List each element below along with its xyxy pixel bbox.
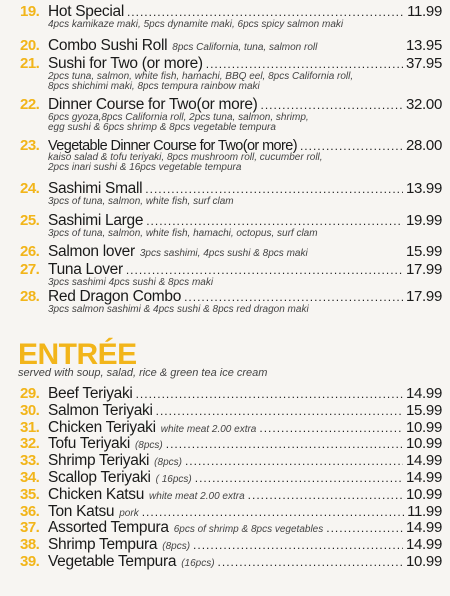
menu-item [20, 519, 442, 537]
item-description: 3pcs of tuna, salmon, white fish, surf clam [48, 196, 234, 207]
menu-item [20, 402, 442, 420]
dot-leader [218, 555, 403, 569]
item-number: 28. [20, 288, 40, 305]
item-number: 39. [20, 553, 40, 570]
menu-item [20, 553, 442, 571]
item-name: Chicken Katsu [48, 486, 145, 503]
item-name: Tuna Lover [48, 261, 123, 278]
dot-leader [166, 437, 403, 451]
menu-item-row [20, 385, 442, 403]
item-inline-description: (8pcs) [134, 440, 163, 451]
menu-item-row [20, 452, 442, 470]
menu-item [20, 261, 442, 289]
menu-item-row [20, 519, 442, 537]
menu-item-row [20, 37, 442, 55]
item-price: 14.99 [405, 469, 442, 486]
item-number: 20. [20, 37, 40, 54]
item-number: 37. [20, 519, 40, 536]
item-inline-description: ( 16pcs) [155, 474, 192, 485]
menu-item-row [20, 243, 442, 261]
dot-leader [193, 538, 403, 552]
item-description: 8pcs shichimi maki, 8pcs tempura rainbow maki [48, 80, 260, 92]
item-description: 2pcs tuna, salmon, white fish, hamachi, BBQ eel, 8pcs California roll, [48, 71, 354, 82]
item-name: Beef Teriyaki [48, 385, 133, 402]
item-number: 19. [20, 3, 40, 20]
menu-item [20, 435, 442, 453]
item-inline-description: white meat 2.00 extra [149, 491, 245, 502]
item-name: Sushi for Two (or more) [48, 55, 203, 72]
dot-leader [145, 182, 403, 196]
item-inline-description: (16pcs) [181, 558, 215, 569]
item-inline-description: (8pcs) [154, 457, 182, 468]
item-price: 10.99 [405, 486, 442, 503]
item-description: 3pcs salmon sashimi & 4pcs sushi & 8pcs red dragon maki [48, 304, 309, 315]
item-number: 29. [20, 385, 40, 402]
section-title-entree: ENTRÉE [18, 338, 137, 371]
item-price: 14.99 [405, 385, 442, 402]
menu-item-row [20, 435, 442, 453]
item-description: kaiso salad & tofu teriyaki, 8pcs mushroom roll, cucumber roll, [48, 152, 323, 163]
menu-item [20, 469, 442, 487]
menu-item [20, 486, 442, 504]
item-price: 13.95 [405, 37, 442, 54]
item-price: 15.99 [405, 243, 442, 260]
item-inline-description: white meat 2.00 extra [160, 424, 257, 435]
menu-item [20, 452, 442, 470]
dot-leader [156, 404, 403, 418]
menu-item [20, 212, 442, 240]
item-name: Scallop Teriyaki [48, 469, 151, 486]
item-price: 10.99 [405, 435, 442, 452]
item-number: 24. [20, 180, 40, 197]
item-name: Combo Sushi Roll [48, 37, 168, 54]
dot-leader [136, 387, 403, 401]
dot-leader [126, 263, 403, 277]
menu-item-row [20, 469, 442, 487]
item-name: Salmon Teriyaki [48, 402, 153, 419]
item-price: 10.99 [405, 553, 442, 570]
menu-item [20, 3, 442, 31]
item-name: Shrimp Teriyaki [48, 452, 150, 469]
dot-leader [142, 505, 404, 519]
item-number: 22. [20, 96, 40, 113]
item-number: 21. [20, 55, 40, 72]
item-name: Red Dragon Combo [48, 288, 182, 305]
menu-item-row [20, 486, 442, 504]
item-name: Sashimi Large [48, 212, 144, 229]
dot-leader [185, 454, 403, 468]
dot-leader [184, 290, 403, 304]
dot-leader [146, 214, 403, 228]
item-price: 37.95 [405, 55, 442, 72]
menu-item [20, 180, 442, 208]
dot-leader [127, 5, 404, 19]
item-price: 10.99 [405, 419, 442, 436]
dot-leader [206, 57, 403, 71]
item-name: Chicken Teriyaki [48, 419, 156, 436]
dot-leader [261, 98, 403, 112]
item-name: Vegetable Dinner Course for Two(or more) [48, 138, 297, 154]
item-price: 13.99 [405, 180, 442, 197]
item-inline-description: 3pcs sashimi, 4pcs sushi & 8pcs maki [139, 248, 308, 259]
item-number: 31. [20, 419, 40, 436]
item-description: 4pcs kamikaze maki, 5pcs dynamite maki, 6pcs spicy salmon maki [48, 19, 344, 30]
item-name: Hot Special [48, 3, 124, 20]
item-price: 32.00 [405, 96, 442, 113]
menu-item-row [20, 553, 442, 571]
menu-item-row [20, 536, 442, 554]
menu-item [20, 536, 442, 554]
item-number: 26. [20, 243, 40, 260]
menu-item [20, 96, 442, 133]
item-number: 34. [20, 469, 40, 486]
item-name: Vegetable Tempura [48, 553, 177, 570]
menu-item [20, 385, 442, 403]
menu-item [20, 55, 442, 92]
item-price: 14.99 [405, 452, 442, 469]
item-inline-description: 6pcs of shrimp & 8pcs vegetables [173, 524, 324, 535]
item-price: 14.99 [405, 519, 442, 536]
item-name: Sashimi Small [48, 180, 143, 197]
item-number: 35. [20, 486, 40, 503]
item-number: 38. [20, 536, 40, 553]
item-description: 3pcs of tuna, salmon, white fish, hamachi, octopus, surf clam [48, 228, 318, 239]
menu-item [20, 137, 442, 173]
item-name: Tofu Teriyaki [48, 435, 130, 452]
item-price: 17.99 [405, 288, 442, 305]
dot-leader [259, 421, 403, 435]
item-price: 15.99 [405, 402, 442, 419]
item-description: 2pcs inari sushi & 16pcs vegetable tempura [48, 161, 242, 173]
item-name: Ton Katsu [48, 503, 115, 520]
item-number: 27. [20, 261, 40, 278]
menu-item-row [20, 402, 442, 420]
item-price: 28.00 [405, 137, 442, 154]
item-number: 25. [20, 212, 40, 229]
dot-leader [195, 471, 403, 485]
item-number: 30. [20, 402, 40, 419]
menu-item [20, 243, 442, 261]
item-inline-description: (8pcs) [162, 541, 191, 552]
dot-leader [300, 139, 403, 153]
section-subtitle-entree: served with soup, salad, rice & green tea ice cream [18, 367, 268, 379]
item-name: Dinner Course for Two(or more) [48, 96, 258, 113]
dot-leader [248, 488, 403, 502]
item-number: 23. [20, 137, 40, 154]
menu-item [20, 288, 442, 316]
item-name: Assorted Tempura [48, 519, 169, 536]
menu-item [20, 37, 442, 55]
item-name: Shrimp Tempura [48, 536, 158, 553]
item-description: 6pcs gyoza,8pcs California roll, 2pcs tuna, salmon, shrimp, [48, 112, 309, 123]
item-price: 11.99 [407, 503, 442, 520]
item-price: 14.99 [405, 536, 442, 553]
item-name: Salmon lover [48, 243, 135, 260]
item-price: 19.99 [405, 212, 442, 229]
item-price: 11.99 [407, 3, 442, 20]
item-description: egg sushi & 6pcs shrimp & 8pcs vegetable tempura [48, 121, 276, 133]
item-price: 17.99 [405, 261, 442, 278]
item-number: 33. [20, 452, 40, 469]
item-inline-description: 8pcs California, tuna, salmon roll [172, 42, 318, 53]
dot-leader [326, 521, 403, 535]
item-inline-description: pork [119, 508, 139, 519]
item-number: 32. [20, 435, 40, 452]
item-number: 36. [20, 503, 40, 520]
item-description: 3pcs sashimi 4pcs sushi & 8pcs maki [48, 277, 214, 288]
